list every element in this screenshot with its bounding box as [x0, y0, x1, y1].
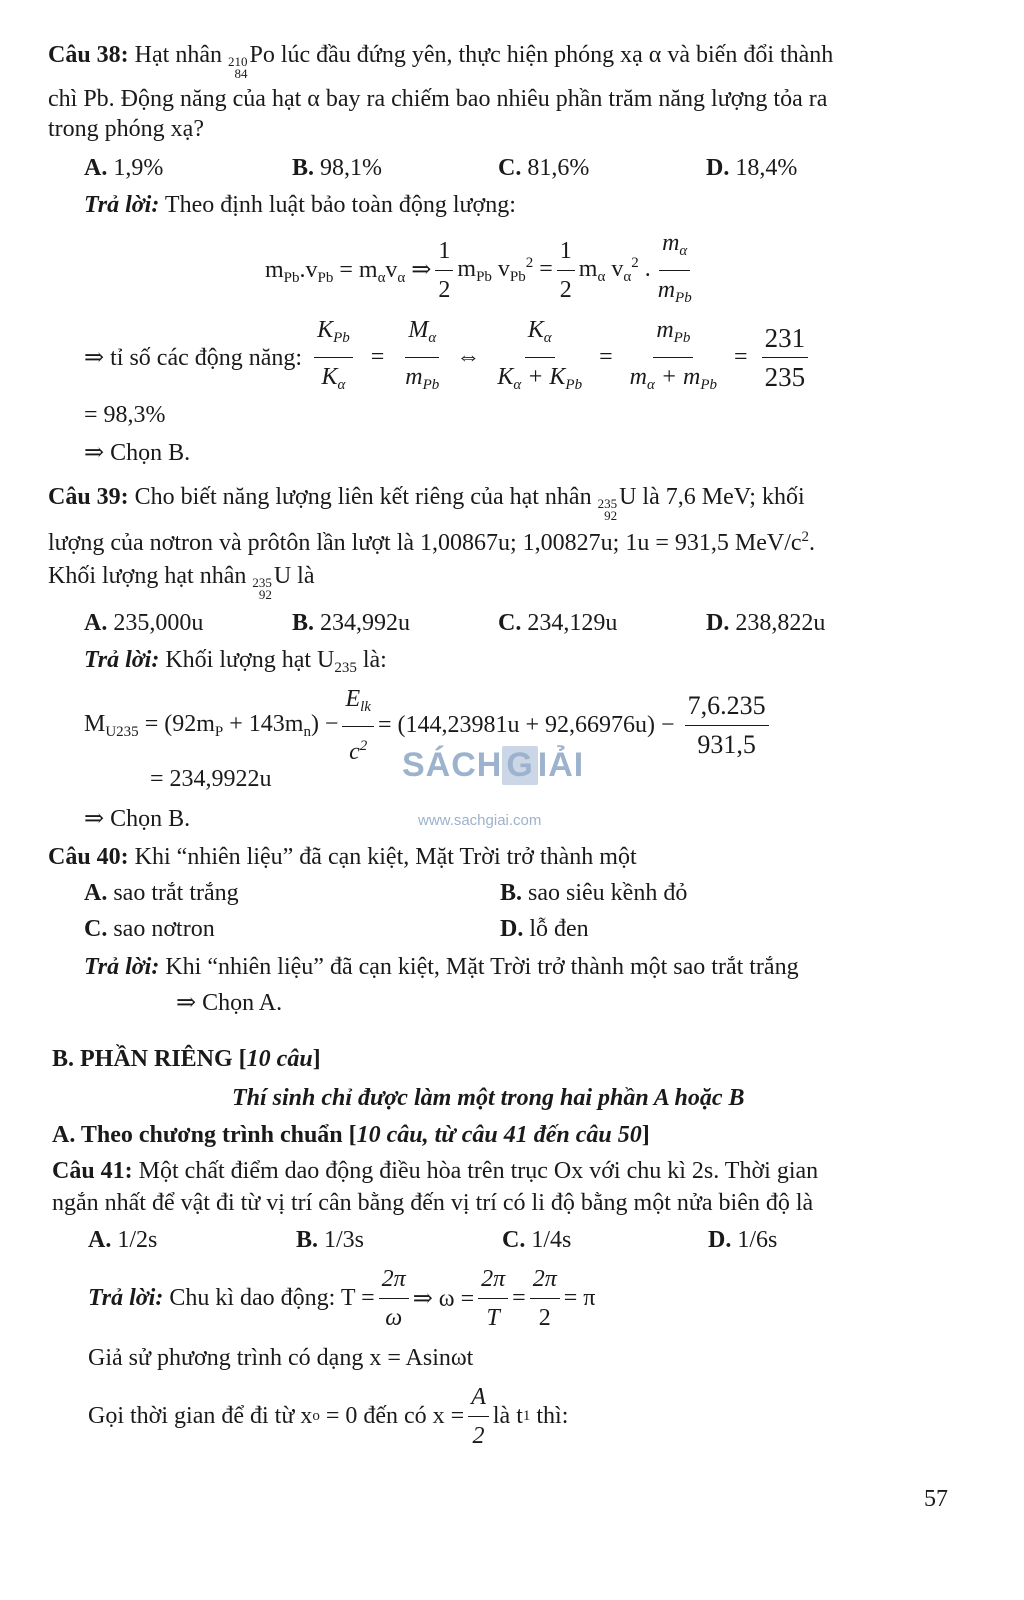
q38-ratio-equation: ⇒ tỉ số các động năng: $\frac{K_{Pb}}{K_\alpha}$ = $\frac{M_\alpha}{m_{Pb}}$ ⇔ $\frac{K_\alpha}{K_\alpha + K_{Pb}}$ = $\frac{m_{Pb}}{m_\alpha + m_{Pb}}$ = $\frac{231}{235}$ — [84, 313, 812, 402]
q40-choose: ⇒ Chọn A. — [176, 990, 283, 1016]
q40-option-b: B. sao siêu kềnh đỏ — [500, 880, 688, 906]
watermark-url: www.sachgiai.com — [418, 812, 542, 829]
q38-line3: trong phóng xạ? — [48, 116, 204, 142]
q40-answer: Trả lời: Khi “nhiên liệu” đã cạn kiệt, Mặt Trời trở thành một sao trắt trắng — [84, 954, 799, 980]
q39-result: = 234,9922u — [150, 766, 272, 792]
q39-option-a: A. 235,000u — [84, 610, 204, 636]
q38-ratio-prefix: ⇒ tỉ số các động năng: — [84, 345, 303, 371]
q39-answer: Trả lời: Khối lượng hạt $U_{235}$ là: — [84, 647, 387, 676]
q41-line1: Câu 41: Một chất điểm dao động điều hòa trên trục Ox với chu kì 2s. Thời gian — [52, 1158, 819, 1184]
q38-momentum-equation: $m_{Pb}.v_{Pb} = m_\alpha v_\alpha$ ⇒ $\frac{1}{2}$ $m_{Pb}$ $v_{Pb}^2$ = $\frac{1}{2}$ $m_\alpha$ $v_\alpha^2$ . $\frac{m_\alpha}{m_{Pb}}$ — [265, 226, 699, 315]
q38-option-b: B. 98,1% — [292, 155, 383, 181]
q39-choose: ⇒ Chọn B. — [84, 806, 191, 832]
q39-line2: lượng của nơtron và prôtôn lần lượt là 1,00867u; 1,00827u; 1u = 931,5 MeV/$c^2$. — [48, 529, 816, 556]
part-a-title: A. Theo chương trình chuẩn [10 câu, từ câu 41 đến câu 50] — [52, 1122, 650, 1148]
q40-option-d: D. lỗ đen — [500, 916, 589, 942]
q38-line1 — [48, 40, 833, 80]
q41-answer: Trả lời: Chu kì dao động: T = $\frac{2\pi}{\omega}$ ⇒ ω = $\frac{2\pi}{T}$ = $\frac{2\pi}{2}$ = π — [88, 1262, 595, 1335]
q39-option-c: C. 234,129u — [498, 610, 618, 636]
section-title: B. PHẦN RIÊNG [10 câu] — [52, 1046, 321, 1072]
q41-option-b: B. 1/3s — [296, 1227, 365, 1253]
q38-line2: chì Pb. Động năng của hạt α bay ra chiếm bao nhiêu phần trăm năng lượng tỏa ra — [48, 86, 828, 112]
q39-nuclide: 235 92 — [597, 496, 618, 523]
q38-answer: Trả lời: Theo định luật bảo toàn động lượng: — [84, 192, 516, 218]
q38-nuclide: 210 84 — [227, 54, 248, 81]
q39-line1: Câu 39: Cho biết năng lượng liên kết riêng của hạt nhân 235 92 U là 7,6 MeV; khối — [48, 484, 805, 523]
q38-text-b: Po lúc đầu đứng yên, thực hiện phóng xạ α và biến đổi thành — [249, 42, 834, 68]
q38-option-a: A. 1,9% — [84, 155, 164, 181]
watermark-logo: SÁCH G IẢI — [402, 746, 585, 784]
page-number: 57 — [924, 1486, 948, 1512]
q38-option-c: C. 81,6% — [498, 155, 590, 181]
q39-line3: Khối lượng hạt nhân 235 92 U là — [48, 563, 315, 602]
q40-option-c: C. sao nơtron — [84, 916, 215, 942]
q39-option-d: D. 238,822u — [706, 610, 826, 636]
section-subtitle: Thí sinh chỉ được làm một trong hai phần A hoặc B — [232, 1085, 745, 1111]
q38-choose: ⇒ Chọn B. — [84, 440, 191, 466]
q40-question: Câu 40: Khi “nhiên liệu” đã cạn kiệt, Mặt Trời trở thành một — [48, 844, 637, 870]
q41-option-d: D. 1/6s — [708, 1227, 778, 1253]
q41-option-c: C. 1/4s — [502, 1227, 572, 1253]
q41-time-line: Gọi thời gian để đi từ x o = 0 đến có x = $\frac{A}{2}$ là t 1 thì: — [88, 1380, 568, 1453]
q39-option-b: B. 234,992u — [292, 610, 411, 636]
q38-label: Câu 38: — [48, 42, 129, 68]
q40-option-a: A. sao trắt trắng — [84, 880, 239, 906]
q41-line2: ngắn nhất để vật đi từ vị trí cân bằng đến vị trí có li độ bằng một nửa biên độ là — [52, 1190, 814, 1216]
q41-equation-form: Giả sử phương trình có dạng x = Asinωt — [88, 1345, 474, 1371]
q38-text-a: Hạt nhân — [134, 42, 222, 68]
q39-mass-equation: $M_{U235} = (92m_P + 143m_n)$ − $\frac{E_{lk}}{c^2}$ = (144,23981u + 92,66976u) − $\frac{7,6.235}{931,5}$ — [84, 682, 773, 769]
q38-result: = 98,3% — [84, 402, 166, 428]
q38-option-d: D. 18,4% — [706, 155, 798, 181]
q41-option-a: A. 1/2s — [88, 1227, 158, 1253]
